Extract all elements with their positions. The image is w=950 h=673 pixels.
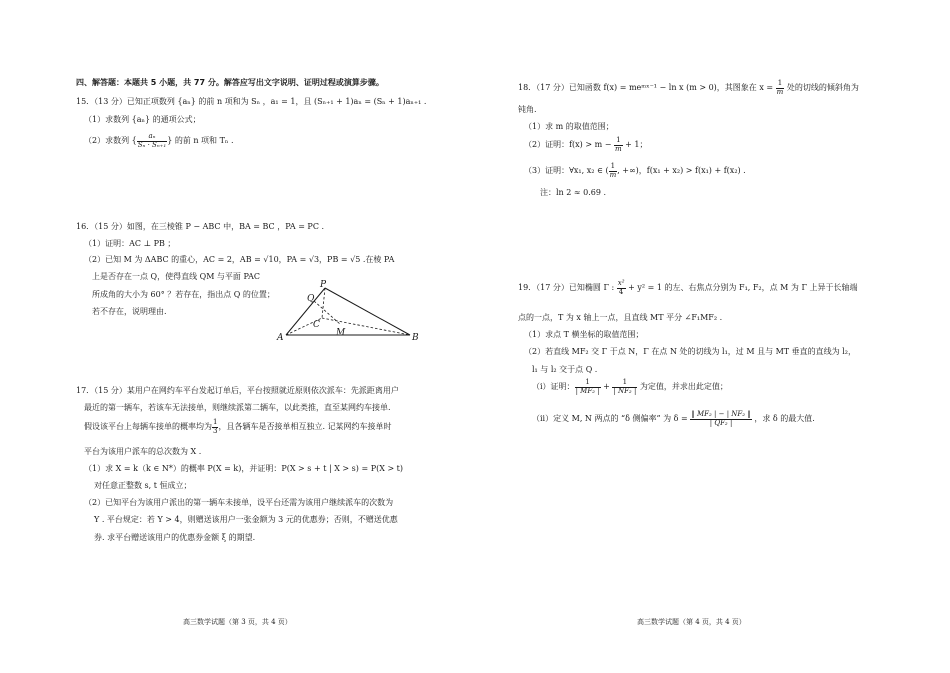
fig-label-b: B (412, 333, 419, 343)
q15-fraction: $\frac{\text{aₙ}}{\text{Sₙ · Sₙ₊₁}}$ (137, 132, 167, 149)
section-header: 四、解答题：本题共 5 小题，共 77 分。解答应写出文字说明、证明过程或演算步骤。 (76, 78, 384, 87)
q17-part1-l2: 对任意正整数 s, t 恒成立； (94, 481, 192, 490)
q15-part2: （2）求数列 { $\frac{\text{aₙ}}{\text{Sₙ · Sₙ₊₁}}$ } 的前 n 项和 Tₙ . (84, 132, 234, 149)
right-page (475, 0, 950, 673)
q18-part2: （2）证明：f(x) > m − $\frac{1}{m}$ + 1； (524, 136, 648, 153)
q18-part3: （3）证明：∀x₁, x₂ ∈ ( $\frac{1}{m}$ , +∞)，f(x₁ + x₂) > f(x₁) + f(x₂) . (524, 162, 746, 179)
q17-part2-l3: 券. 求平台赠送该用户的优惠券金额 ξ 的期望. (94, 533, 256, 542)
q19-stem-l2: 点的一点，T 为 x 轴上一点，且直线 MT 平分 ∠F₁MF₂ . (518, 313, 723, 322)
q19-fraction-2: $\frac{1}{\text{| MF₂ |}}$ (575, 378, 600, 395)
fig-label-m: M (336, 328, 346, 338)
q19-part2-l1: （2）若直线 MF₂ 交 Γ 于点 N，Γ 在点 N 处的切线为 l₁，过 M 且与 MT 垂直的直线为 l₂， (524, 347, 856, 356)
q16-stem: 16．（15 分）如图，在三棱锥 P − ABC 中，BA = BC ，PA = PC . (76, 222, 325, 231)
q17-fraction: $\frac{1}{3}$ (213, 418, 218, 435)
fig-label-c: C (313, 320, 320, 330)
q16-part2-l2: 上是否存在一点 Q，使得直线 QM 与平面 PAC (92, 272, 261, 281)
q18-part1: （1）求 m 的取值范围； (524, 122, 614, 131)
q18-fraction-3: $\frac{1}{m}$ (609, 162, 617, 179)
q17-part2-l1: （2）已知平台为该用户派出的第一辆车未接单，设平台还需为该用户继续派车的次数为 (84, 498, 394, 507)
q19-part2-ii: （ii）定义 M, N 两点的 “δ 侧偏率” 为 δ = $\frac{\text{‖ MF₂ | − | NF₂ ‖}}{\text{| QF₂ |}}$ ，求 δ 的最大值. (532, 410, 815, 427)
q17-part1-l1: （1）求 X = k（k ∈ N*）的概率 P(X = k)，并证明：P(X > s + t | X > s) = P(X > t) (84, 464, 404, 473)
q18-fraction-1: $\frac{1}{m}$ (776, 79, 784, 96)
q18-fraction-2: $\frac{1}{m}$ (614, 136, 622, 153)
q16-part2-l1: （2）已知 M 为 ΔABC 的重心，AC = 2，AB = √10，PA = √3，PB = √5 .在棱 PA (84, 255, 395, 264)
q17-stem-l3: 假设该平台上每辆车接单的概率均为 $\frac{1}{3}$ ，且各辆车是否接单相互独立. 记某网约车接单时 (84, 418, 392, 435)
q15-part1: （1）求数列 {aₙ} 的通项公式； (84, 115, 201, 124)
right-footer: 高三数学试题（第 4 页，共 4 页） (637, 618, 746, 626)
fig-label-q: Q (307, 294, 315, 304)
q18-stem-l1: 18．（17 分）已知函数 f(x) = meᵐˣ⁻¹ − ln x (m > 0)，其图象在 x = $\frac{1}{m}$ 处的切线的倾斜角为 (518, 79, 859, 96)
fig-label-p: P (320, 280, 327, 290)
q19-stem-l1: 19．（17 分）已知椭圆 Γ : $\frac{\text{x²}}{4}$ + y² = 1 的左、右焦点分别为 F₁, F₂，点 M 为 Γ 上异于长轴端 (518, 279, 858, 296)
q17-stem-l1: 17．（15 分）某用户在网约车平台发起订单后，平台按照就近原则依次派车：先派距离用户 (76, 386, 399, 395)
q17-stem-l4: 平台为该用户派车的总次数为 X . (84, 447, 202, 456)
q16-part1: （1）证明：AC ⊥ PB ； (84, 239, 176, 248)
left-footer: 高三数学试题（第 3 页，共 4 页） (183, 618, 292, 626)
q19-part1: （1）求点 T 横坐标的取值范围； (524, 330, 644, 339)
fig-label-a: A (277, 333, 284, 343)
q18-note: 注：ln 2 ≈ 0.69 . (540, 188, 607, 197)
q19-fraction-1: $\frac{\text{x²}}{4}$ (617, 279, 625, 296)
q16-part2-l4: 若不存在，说明理由. (92, 307, 167, 316)
q19-part2-l2: l₁ 与 l₂ 交于点 Q . (532, 365, 598, 374)
q19-part2-i: （i）证明： $\frac{1}{\text{| MF₂ |}}$ + $\frac{1}{\text{| NF₂ |}}$ 为定值，并求出此定值； (532, 378, 728, 395)
q17-part2-l2: Y . 平台规定：若 Y > 4，则赠送该用户一张金额为 3 元的优惠券；否则，不赠送优惠 (94, 515, 398, 524)
q18-stem-l2: 钝角. (518, 105, 537, 114)
q19-fraction-3: $\frac{1}{\text{| NF₂ |}}$ (613, 378, 637, 395)
q19-fraction-4: $\frac{\text{‖ MF₂ | − | NF₂ ‖}}{\text{| QF₂ |}}$ (691, 410, 751, 427)
q17-stem-l2: 最近的第一辆车，若该车无法接单，则继续派第二辆车，以此类推，直至某网约车接单. (84, 403, 391, 412)
pyramid-figure (270, 280, 430, 348)
q16-part2-l3: 所成角的大小为 60° ？若存在，指出点 Q 的位置； (92, 290, 275, 299)
q15-stem: 15．（13 分）已知正项数列 {aₙ} 的前 n 项和为 Sₙ ，a₁ = 1，且 (Sₙ₊₁ + 1)aₙ = (Sₙ + 1)aₙ₊₁ . (76, 97, 427, 106)
